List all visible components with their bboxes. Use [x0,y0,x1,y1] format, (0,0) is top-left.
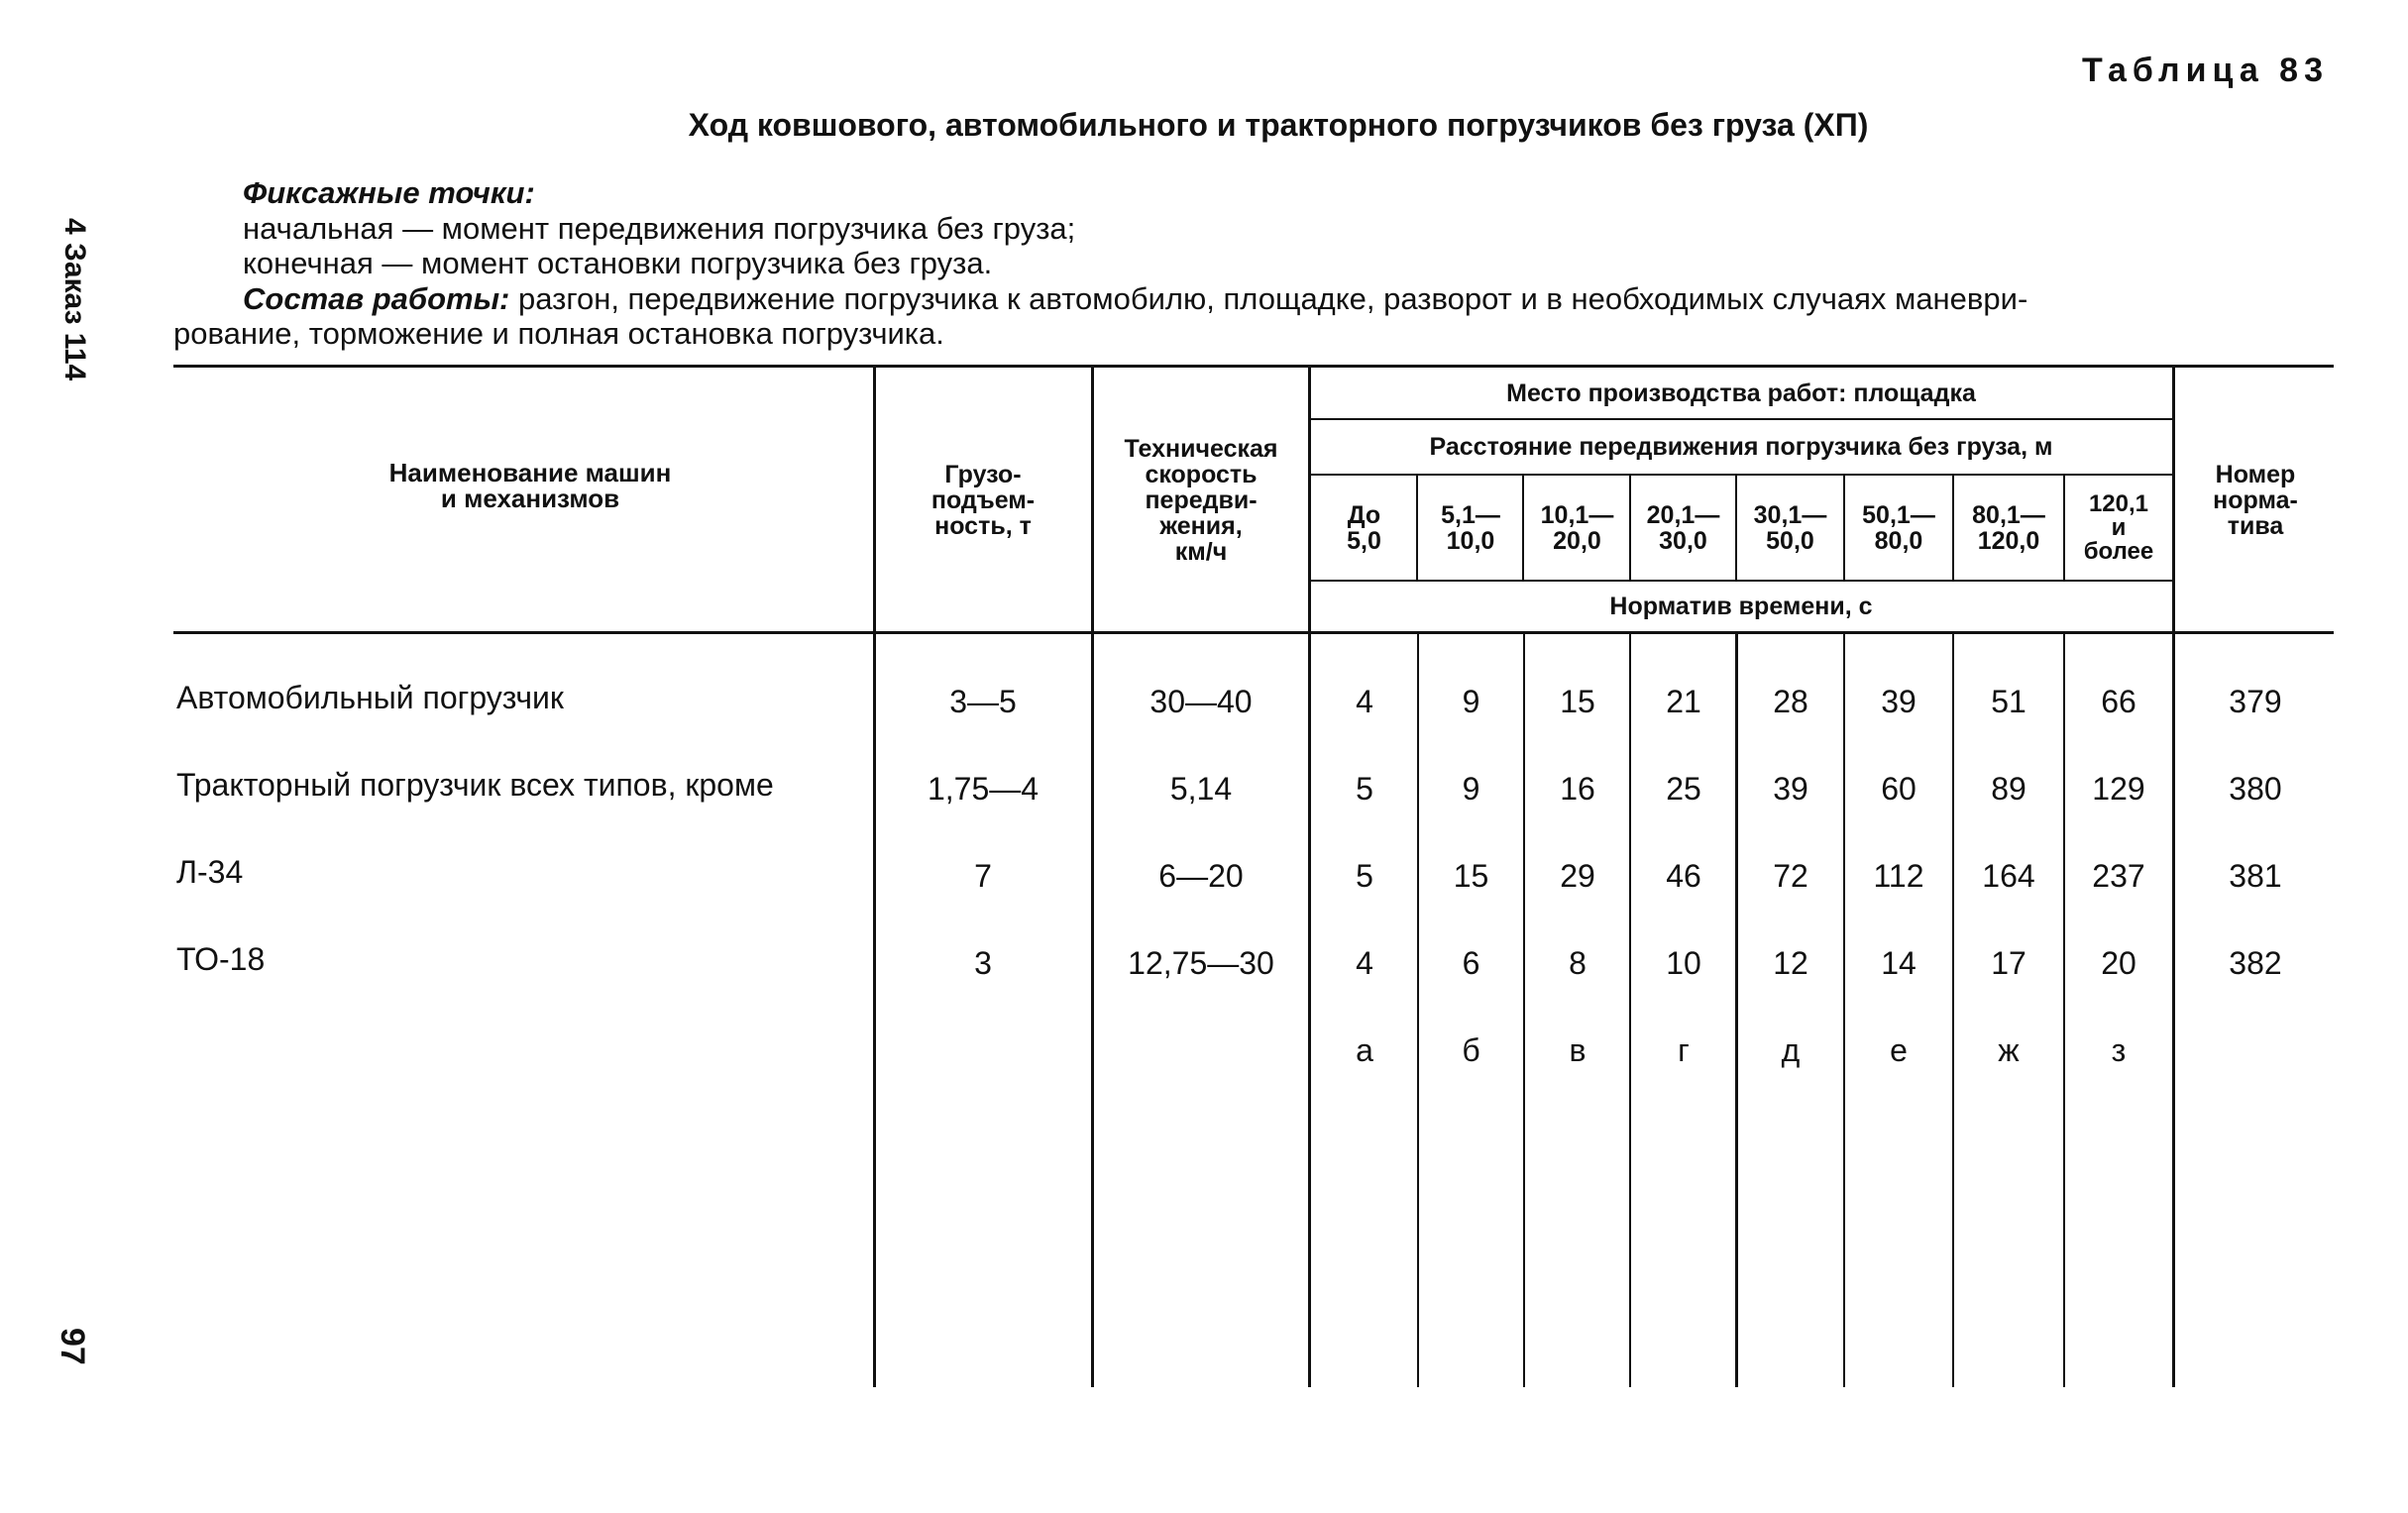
time-norm-cell: 6 [1462,944,1480,981]
page-number: 97 [54,1328,91,1365]
column-letter: д [1781,1031,1801,1068]
time-norm-cell: 164 [1982,857,2035,894]
capacity-cell: 3—5 [949,683,1017,719]
capacity-cell: 1,75—4 [927,770,1040,807]
speed-cell: 6—20 [1158,857,1244,894]
range-header: 5,1— 10,0 [1441,501,1500,555]
time-norm-cell: 39 [1773,770,1808,807]
work-text: разгон, передвижение погрузчика к автомобилю, площадке, разворот и в необходимых случаях маневри- [509,281,2028,316]
col-rule [2063,631,2065,1387]
column-letter: б [1462,1031,1480,1068]
header-place: Место производства работ: площадка [1506,379,1976,407]
col-rule [1843,631,1845,1387]
time-norm-cell: 5 [1356,770,1373,807]
col-rule [1522,475,1524,581]
range-header: 30,1— 50,0 [1753,501,1827,555]
time-norm-cell: 8 [1569,944,1587,981]
time-norm-cell: 9 [1462,770,1480,807]
speed-cell: 5,14 [1169,770,1233,807]
norm-number-cell: 379 [2229,683,2282,719]
column-letter: е [1890,1031,1908,1068]
column-letter: а [1356,1031,1373,1068]
time-norm-cell: 20 [2101,944,2136,981]
norm-number-cell: 381 [2229,857,2282,894]
column-letter: ж [1998,1031,2020,1068]
ranges-rule [1310,580,2172,582]
time-norm-cell: 9 [1462,683,1480,719]
range-header: 50,1— 80,0 [1862,501,1935,555]
distance-rule [1310,474,2172,476]
header-speed: Техническая скорость передви- жения, км/ч [1124,435,1278,566]
machine-name: ТО-18 [176,941,266,977]
col-rule [1952,631,1954,1387]
col-rule [1308,367,1311,1387]
time-norm-cell: 72 [1773,857,1808,894]
machine-name: Автомобильный погрузчик [176,680,564,715]
range-header: 10,1— 20,0 [1540,501,1614,555]
time-norm-cell: 10 [1666,944,1701,981]
machine-name: Л-34 [176,854,244,890]
header-distance: Расстояние передвижения погрузчика без груза, м [1429,433,2053,461]
fix-heading: Фиксажные точки: [243,175,535,210]
time-norm-cell: 46 [1666,857,1701,894]
time-norm-cell: 21 [1666,683,1701,719]
order-note: 4 Заказ 114 [58,218,91,381]
range-header: 120,1 и более [2083,490,2154,565]
time-norm-cell: 12 [1773,944,1808,981]
time-norm-cell: 4 [1356,683,1373,719]
table-label: Таблица 83 [2082,52,2329,89]
col-rule [1417,631,1419,1387]
time-norm-cell: 129 [2092,770,2145,807]
norm-number-cell: 382 [2229,944,2282,981]
col-rule [1735,631,1738,1387]
range-header: До 5,0 [1347,501,1381,555]
table-top-rule [173,365,2334,368]
place-rule [1310,418,2172,420]
time-norm-cell: 4 [1356,944,1373,981]
capacity-cell: 7 [974,857,992,894]
work-composition [243,282,2027,316]
time-norm-cell: 5 [1356,857,1373,894]
time-norm-cell: 51 [1991,683,2026,719]
work-text-continued: рование, торможение и полная остановка погрузчика. [173,316,944,351]
header-name: Наименование машин и механизмов [388,458,672,513]
time-norm-cell: 60 [1881,770,1916,807]
time-norm-cell: 237 [2092,857,2145,894]
work-label: Состав работы: [243,281,510,316]
column-letter: з [2111,1031,2127,1068]
col-rule [2172,367,2175,1387]
time-norm-cell: 25 [1666,770,1701,807]
norm-number-cell: 380 [2229,770,2282,807]
end-point-text: конечная — момент остановки погрузчика без груза. [243,246,993,280]
time-norm-cell: 39 [1881,683,1916,719]
time-norm-cell: 89 [1991,770,2026,807]
range-header: 80,1— 120,0 [1972,501,2045,555]
time-norm-cell: 15 [1560,683,1595,719]
page-title: Ход ковшового, автомобильного и тракторного погрузчиков без груза (ХП) [688,107,1869,143]
header-capacity: Грузо- подъем- ность, т [930,461,1036,540]
header-norm-time: Норматив времени, с [1609,593,1873,620]
time-norm-cell: 112 [1873,857,1924,894]
capacity-cell: 3 [974,944,992,981]
header-bottom-rule [173,631,2334,634]
col-rule [1629,631,1631,1387]
machine-name: Тракторный погрузчик всех типов, кроме [176,767,774,803]
speed-cell: 30—40 [1149,683,1253,719]
time-norm-cell: 29 [1560,857,1595,894]
start-point-text: начальная — момент передвижения погрузчика без груза; [243,211,1076,246]
time-norm-cell: 28 [1773,683,1808,719]
time-norm-cell: 17 [1991,944,2026,981]
range-header: 20,1— 30,0 [1646,501,1720,555]
time-norm-cell: 16 [1560,770,1595,807]
col-rule [1523,631,1525,1387]
column-letter: г [1678,1031,1690,1068]
time-norm-cell: 14 [1881,944,1916,981]
header-norm-number: Номер норма- тива [2213,461,2298,540]
speed-cell: 12,75—30 [1128,944,1274,981]
column-letter: в [1569,1031,1587,1068]
col-rule [1416,475,1418,581]
time-norm-cell: 15 [1453,857,1489,894]
time-norm-cell: 66 [2101,683,2136,719]
